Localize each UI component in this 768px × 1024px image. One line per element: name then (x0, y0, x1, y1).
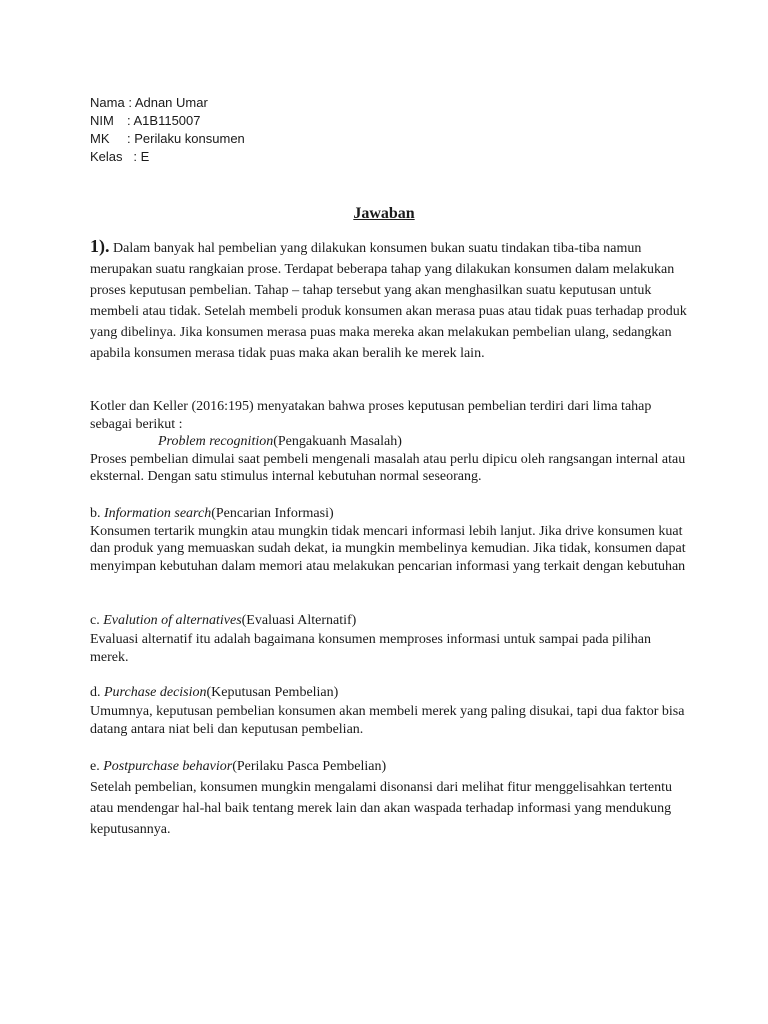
stage-e-term: Postpurchase behavior (103, 759, 233, 774)
stage-c-term: Evalution of alternatives (103, 613, 242, 628)
class-row (90, 148, 245, 166)
intro-text: Kotler dan Keller (2016:195) menyatakan bahwa proses keputusan pembelian terdiri dari lima tahap sebagai berikut : (90, 399, 652, 432)
page-title: Jawaban (353, 205, 415, 222)
stage-b-term: Information search (104, 506, 212, 521)
name-label: Nama (90, 95, 125, 110)
student-info (90, 94, 245, 166)
stage-c-prefix: c. (90, 613, 104, 628)
answer-text: Dalam banyak hal pembelian yang dilakukan konsumen bukan suatu tindakan tiba-tiba namun merupakan suatu rangkaian prose. Terdapat beberapa tahap yang dilakukan konsumen dalam melakukan proses keputusan pembelian. Tahap – tahap tersebut yang akan menghasilkan suatu keputusan untuk membeli atau tidak. Setelah membeli produk konsumen akan merasa puas atau tidak puas terhadap produk yang dibelinya. Jika konsumen merasa puas maka mereka akan melakukan pembelian ulang, sedangkan apabila konsumen merasa tidak puas maka akan beralih ke merek lain. (90, 241, 687, 361)
stage-d-desc: Umumnya, keputusan pembelian konsumen akan membeli merek yang paling disukai, tapi dua faktor bisa datang antara niat beli dan keputusan pembelian. (90, 703, 685, 737)
nim-label: NIM (90, 113, 114, 128)
stage-b-section (90, 505, 690, 575)
stage-b-prefix: b. (90, 506, 104, 521)
stage-c-translation: (Evaluasi Alternatif) (241, 613, 357, 628)
name-row (90, 94, 245, 112)
nim-row (90, 112, 245, 130)
stage-a-desc: Proses pembelian dimulai saat pembeli mengenali masalah atau perlu dipicu oleh rangsangan internal atau eksternal. Dengan satu stimulus internal kebutuhan normal seseorang. (90, 451, 686, 484)
stage-a-title (90, 433, 690, 451)
course-label: MK (90, 131, 110, 146)
nim-value: : A1B115007 (127, 113, 201, 128)
stage-e-title (90, 756, 690, 777)
stage-e-prefix: e. (90, 759, 104, 774)
stage-a-section (90, 398, 690, 486)
class-value: : E (133, 149, 150, 164)
stage-c-desc: Evaluasi alternatif itu adalah bagaimana konsumen memproses informasi untuk sampai pada pilihan merek. (90, 631, 652, 665)
stage-c-title (90, 612, 690, 631)
stage-d-section (90, 684, 690, 740)
stage-d-prefix: d. (90, 685, 104, 700)
course-value: : Perilaku konsumen (127, 131, 245, 146)
stage-d-title (90, 684, 690, 703)
stage-d-translation: (Keputusan Pembelian) (206, 685, 339, 700)
stage-c-section (90, 612, 690, 668)
stage-e-translation: (Perilaku Pasca Pembelian) (232, 759, 387, 774)
stage-b-desc: Konsumen tertarik mungkin atau mungkin tidak mencari informasi lebih lanjut. Jika drive konsumen kuat dan produk yang memuaskan sudah dekat, ia mungkin membelinya kemudian. Jika tidak, konsumen dapat menyimpan kebutuhan dalam memori atau melakukan pencarian informasi yang terkait dengan kebutuhan (90, 523, 686, 574)
stage-d-term: Purchase decision (104, 685, 207, 700)
stage-a-term: Problem recognition (158, 434, 274, 449)
answer-number: 1). (90, 236, 110, 256)
answer-paragraph (90, 236, 690, 364)
stage-e-desc: Setelah pembelian, konsumen mungkin mengalami disonansi dari melihat fitur menggelisahkan tertentu atau mendengar hal-hal baik tentang merek lain dan akan waspada terhadap informasi yang mendukung keputusannya. (90, 780, 673, 837)
stage-a-translation: (Pengakuanh Masalah) (273, 434, 402, 449)
name-value: : Adnan Umar (128, 95, 208, 110)
class-label: Kelas (90, 149, 123, 164)
stage-b-title (90, 505, 690, 523)
stage-e-section (90, 756, 690, 840)
stage-b-translation: (Pencarian Informasi) (211, 506, 334, 521)
course-row (90, 130, 245, 148)
